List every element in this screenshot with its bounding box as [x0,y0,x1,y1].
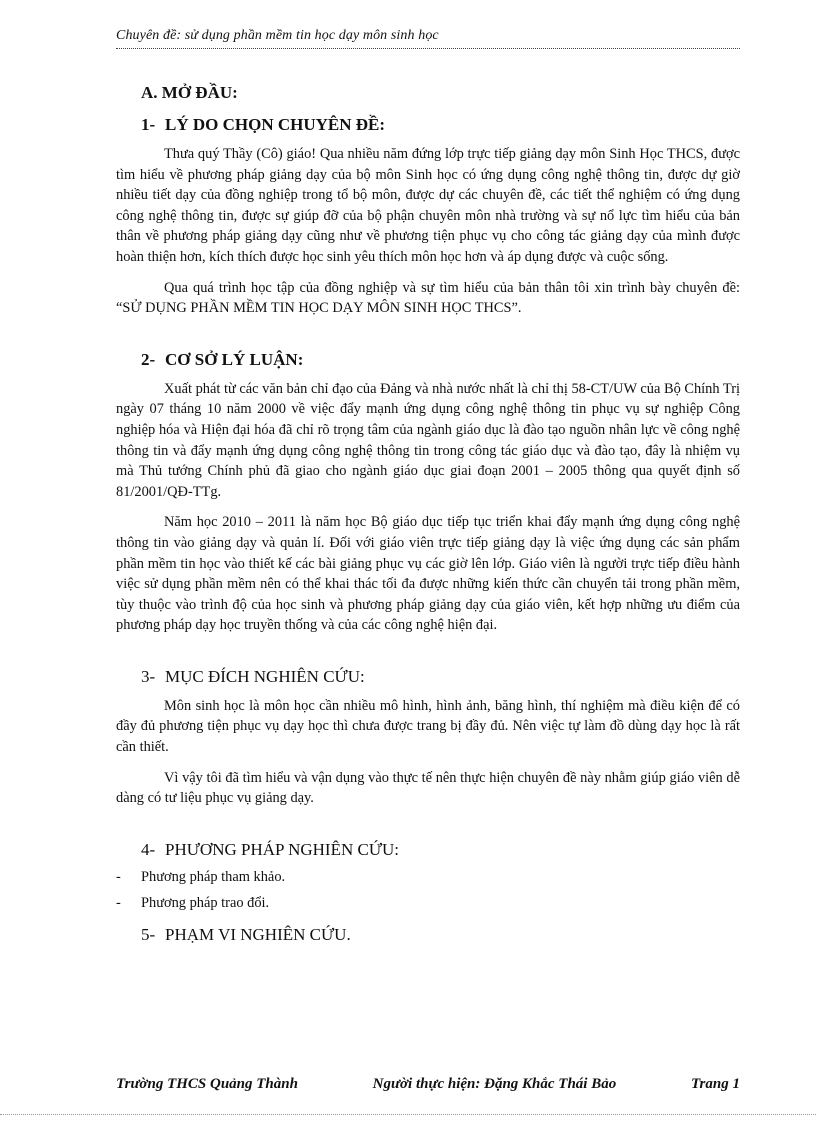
footer-author: Người thực hiện: Đặng Khắc Thái Bảo [372,1076,617,1092]
page-header [116,28,740,49]
method-item-2: Phương pháp trao đổi. [141,895,270,912]
section-3-heading: 3- MỤC ĐÍCH NGHIÊN CỨU: [141,666,365,686]
section-1-paragraph-2: Qua quá trình học tập của đồng nghiệp và sự tìm hiểu của bản thân tôi xin trình bày chuyên đề: “SỬ DỤNG PHẦN MỀM TIN HỌC DẠY MÔN SINH HỌC THCS”. [116,279,740,317]
page-footer [116,1076,740,1093]
section-1-heading: 1- LÝ DO CHỌN CHUYÊN ĐỀ: [141,115,386,134]
footer-page-number: Trang 1 [690,1076,740,1092]
header-text: Chuyên đề: sử dụng phần mềm tin học dạy môn sinh học [116,28,439,43]
intro-title: A. MỞ ĐẦU: [141,83,238,102]
section-4-title: PHƯƠNG PHÁP NGHIÊN CỨU: [165,839,400,859]
method-item-1: Phương pháp tham khảo. [141,868,286,885]
section-2-paragraph-1: Xuất phát từ các văn bản chỉ đạo của Đảng và nhà nước nhất là chỉ thị 58-CT/UW của Bộ Chính Trị ngày 07 tháng 10 năm 2000 về việc đẩy mạnh ứng dụng công nghệ thông tin phục vụ sự nghiệp Công nghiệp hóa và Hiện đại hóa đã chỉ rõ trọng tâm của ngành giáo dục là đào tạo nguồn nhân lực về công nghệ thông tin và đẩy mạnh ứng dụng công nghệ thông tin trong công tác giáo dục và đào tạo, đây là nhiệm vụ mà Thủ tướng Chính phủ đã giao cho ngành giáo dục giai đoạn 2001 – 2005 thông qua quyết định số 81/2001/QĐ-TTg. [116,380,740,500]
document-body [116,82,740,946]
section-2-paragraph-2: Năm học 2010 – 2011 là năm học Bộ giáo dục tiếp tục triển khai đẩy mạnh ứng dụng công nghệ thông tin vào giảng dạy và quản lí. Đối với giáo viên trực tiếp giảng dạy là việc ứng dụng các sản phẩm phần mềm tin học vào thiết kế các bài giảng phục vụ các giờ lên lớp. Giáo viên là người trực tiếp điều hành việc sử dụng phần mềm nên có thể khai thác tối đa được những kiến thức cần chuyển tải trong phần mềm, tùy thuộc vào trình độ của học sinh và phương pháp giảng dạy của giáo viên, kết hợp những ưu điểm của phương pháp dạy học truyền thống và của các công nghệ hiện đại. [116,514,740,634]
section-5-title: PHẠM VI NGHIÊN CỨU. [165,925,351,945]
section-2-title: CƠ SỞ LÝ LUẬN: [165,349,304,369]
section-3-paragraph-1: Môn sinh học là môn học cần nhiều mô hình, hình ảnh, băng hình, thí nghiệm mà điều kiện để có đầy đủ phương tiện phục vụ dạy học thì chưa được trang bị đầy đủ. Nên việc tự làm đồ dùng dạy học là rất cần thiết. [116,697,740,756]
section-3-paragraph-2: Vì vậy tôi đã tìm hiểu và vận dụng vào thực tế nên thực hiện chuyên đề này nhằm giúp giáo viên dễ dàng có tư liệu phục vụ giảng dạy. [116,769,740,807]
section-1-title: LÝ DO CHỌN CHUYÊN ĐỀ: [165,115,386,134]
section-1-paragraph-1: Thưa quý Thầy (Cô) giáo! Qua nhiều năm đứng lớp trực tiếp giảng dạy môn Sinh Học THCS, được tìm hiểu về phương pháp giảng dạy của bộ môn Sinh học có ứng dụng công nghệ thông tin, được dự giờ nhiều tiết dạy của đồng nghiệp trong tổ bộ môn, được dự các chuyên đề, các tiết thể nghiệm có ứng dụng công nghệ thông tin, được sự giúp đỡ của bộ phận chuyên môn nhà trường và sự nổ lực tìm hiểu của bản thân về phương pháp giảng dạy cũng như về phương tiện phục vụ cho công tác giảng dạy của mình được hoàn thiện hơn, kích thích được học sinh yêu thích môn học hơn và áp dụng được và cuộc sống. [116,146,740,265]
footer-school: Trường THCS Quảng Thành [116,1076,298,1092]
section-5-heading: 5- PHẠM VI NGHIÊN CỨU. [141,925,351,945]
section-3-title: MỤC ĐÍCH NGHIÊN CỨU: [165,666,365,686]
section-2-heading: 2- CƠ SỞ LÝ LUẬN: [141,349,304,369]
list-item: - Phương pháp trao đổi. [116,893,740,914]
list-item: - Phương pháp tham khảo. [116,867,740,888]
footer-divider [0,1114,816,1115]
section-4-heading: 4- PHƯƠNG PHÁP NGHIÊN CỨU: [141,839,400,859]
